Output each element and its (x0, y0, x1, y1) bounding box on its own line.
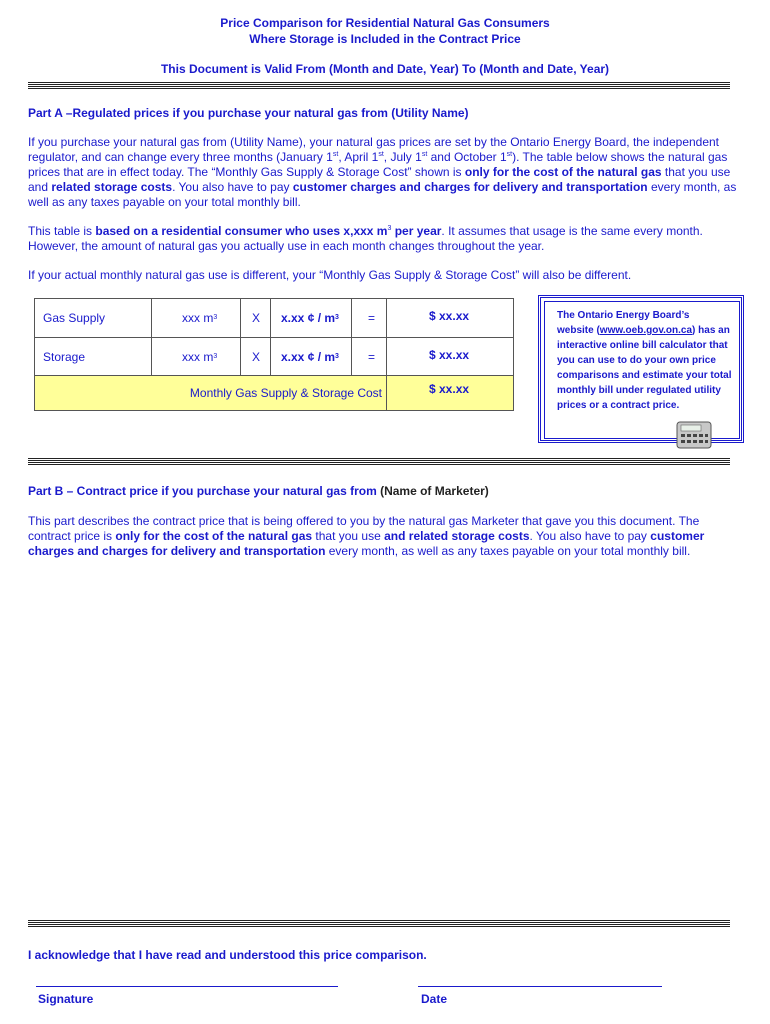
calculator-icon (675, 420, 713, 450)
row-quantity: xxx m 3 (182, 349, 218, 364)
date-line[interactable] (418, 986, 662, 987)
price-table (34, 298, 514, 411)
row-label: Storage (43, 349, 86, 364)
row-equals: = (368, 349, 376, 364)
acknowledgement: I acknowledge that I have read and understood this price comparison. (28, 948, 427, 962)
row-label: Gas Supply (43, 311, 106, 325)
row-quantity: xxx m 3 (182, 311, 218, 325)
row-equals: = (368, 311, 376, 325)
signature-line[interactable] (36, 986, 338, 987)
oeb-website-link[interactable]: www.oeb.gov.on.ca (599, 325, 693, 336)
part-a-paragraph-1: If you purchase your natural gas from (Utility Name), your natural gas prices are set by the Ontario Energy Board, the independent regulator, and can change every three months (January 1st, April 1st, July 1st and October 1st). The table below shows the natural gas prices that are in effect today. The “Monthly Gas Supply & Storage Cost” shown is only for the cost of the natural gas that you use and related storage costs. You also have to pay customer charges and charges for delivery and transportation every month, as well as any taxes payable on your total monthly bill. (28, 135, 737, 209)
table-row-total (35, 376, 513, 410)
table-row-storage (35, 338, 513, 375)
table-col-line (351, 299, 352, 376)
row-rate: x.xx ¢ / m 3 (281, 311, 339, 325)
total-cost: $ xx.xx (429, 382, 470, 396)
row-rate: x.xx ¢ / m 3 (281, 349, 339, 364)
signature-label: Signature (38, 992, 94, 1006)
table-col-line (151, 299, 152, 376)
row-times: X (252, 311, 261, 325)
part-a-paragraph-3: If your actual monthly natural gas use is different, your “Monthly Gas Supply & Storage Cost” will also be different. (28, 268, 632, 282)
top-divider (28, 82, 730, 89)
doc-title-line1: Price Comparison for Residential Natural Gas Consumers (220, 16, 550, 30)
row-cost: $ xx.xx (429, 309, 470, 323)
info-box-text: The Ontario Energy Board’s website (www.oeb.gov.on.ca) has an interactive online bill calculator that you can use to do your own price comparisons and estimate your total monthly bill under regulated utility prices or a contract price. (557, 310, 732, 411)
middle-divider (28, 458, 730, 465)
date-label: Date (421, 992, 448, 1006)
table-col-line (386, 299, 387, 410)
part-a-paragraph-2: This table is based on a residential consumer who uses x,xxx $m^3$ per year. It assumes that usage is the same every month. However, the amount of natural gas you actually use in each month changes throughout the year. (28, 224, 703, 253)
doc-title-line2: Where Storage is Included in the Contract Price (249, 32, 521, 46)
info-box-inner (544, 301, 740, 439)
total-label: Monthly Gas Supply & Storage Cost (189, 386, 382, 400)
row-times: X (252, 349, 261, 364)
oeb-info-box (538, 295, 744, 443)
part-b-heading: Part B – Contract price if you purchase your natural gas from (Name of Marketer) (28, 484, 489, 498)
part-a-heading: Part A –Regulated prices if you purchase your natural gas from (Utility Name) (28, 106, 469, 120)
bottom-divider (28, 920, 730, 927)
table-row-gas-supply (35, 299, 513, 337)
table-col-line (270, 299, 271, 376)
row-cost: $ xx.xx (429, 348, 470, 362)
validity-line: This Document is Valid From (Month and Date, Year) To (Month and Date, Year) (160, 62, 610, 76)
table-col-line (240, 299, 241, 376)
part-b-paragraph: This part describes the contract price that is being offered to you by the natural gas Marketer that gave you this document. The contract price is only for the cost of the natural gas that you use and related storage costs. You also have to pay customer charges and charges for delivery and transportation every month, as well as any taxes payable on your total monthly bill. (28, 514, 705, 558)
